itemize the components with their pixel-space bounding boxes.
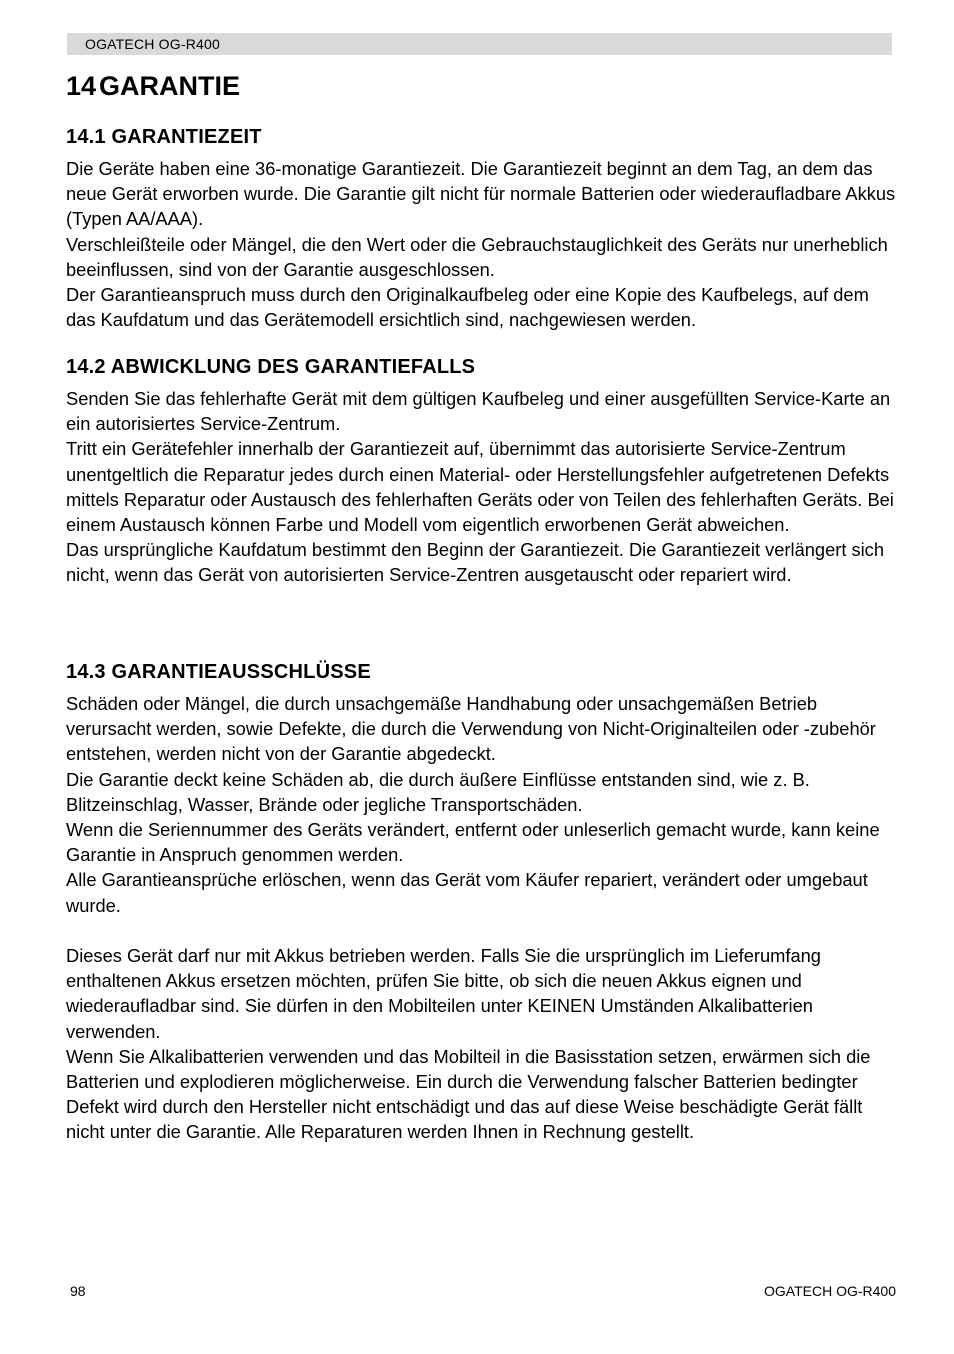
section-heading: 14.2 ABWICKLUNG DES GARANTIEFALLS: [66, 356, 476, 378]
section-heading: 14.3 GARANTIEAUSSCHLÜSSE: [66, 661, 371, 683]
paragraph: Der Garantieanspruch muss durch den Originalkaufbeleg oder eine Kopie des Kaufbelegs, auf dem das Kaufdatum und das Gerätemodell ersichtlich sind, nachgewiesen werden.: [66, 284, 869, 331]
paragraph: Tritt ein Gerätefehler innerhalb der Garantiezeit auf, übernimmt das autorisierte Service-Zentrum unentgeltlich die Reparatur jedes durch einen Material- oder Herstellungsfehler aufgetretenen Defekts mittels Reparatur oder Austausch des fehlerhaften Geräts oder von Teilen des fehlerhaften Geräts. Bei einem Austausch können Farbe und Modell vom eigentlich erworbenen Gerät abweichen.: [66, 438, 894, 536]
chapter-title: [66, 68, 240, 104]
paragraph: Alle Garantieansprüche erlöschen, wenn das Gerät vom Käufer repariert, verändert oder umgebaut wurde.: [66, 869, 868, 916]
footer-product-name: OGATECH OG-R400: [764, 1283, 896, 1299]
section-garantieausschluesse: [66, 659, 896, 1145]
page-number: 98: [70, 1283, 86, 1299]
paragraph: Das ursprüngliche Kaufdatum bestimmt den Beginn der Garantiezeit. Die Garantiezeit verlängert sich nicht, wenn das Gerät von autorisierten Service-Zentren ausgetauscht oder repariert wird.: [66, 539, 884, 586]
chapter-title-text: GARANTIE: [99, 71, 240, 101]
paragraph: Die Geräte haben eine 36-monatige Garantiezeit. Die Garantiezeit beginnt an dem Tag, an dem das neue Gerät erworben wurde. Die Garantie gilt nicht für normale Batterien oder wiederaufladbare Akkus (Typen AA/AAA).: [66, 158, 896, 230]
paragraph: Dieses Gerät darf nur mit Akkus betrieben werden. Falls Sie die ursprünglich im Lieferumfang enthaltenen Akkus ersetzen möchten, prüfen Sie bitte, ob sich die neuen Akkus eignen und wiederaufladbar sind. Sie dürfen in den Mobilteilen unter KEINEN Umständen Alkalibatterien verwenden.: [66, 945, 821, 1042]
header-product-name: OGATECH OG-R400: [85, 36, 220, 52]
paragraph: Senden Sie das fehlerhafte Gerät mit dem gültigen Kaufbeleg und einer ausgefüllten Service-Karte an ein autorisiertes Service-Zentrum.: [66, 388, 891, 435]
chapter-number: 14: [66, 71, 97, 101]
page-header-bar: [67, 33, 892, 55]
section-garantiezeit: [66, 124, 896, 332]
section-heading: 14.1 GARANTIEZEIT: [66, 126, 262, 148]
paragraph: Verschleißteile oder Mängel, die den Wert oder die Gebrauchstauglichkeit des Geräts nur unerheblich beeinflussen, sind von der Garantie ausgeschlossen.: [66, 233, 888, 280]
paragraph: Wenn Sie Alkalibatterien verwenden und das Mobilteil in die Basisstation setzen, erwärmen sich die Batterien und explodieren möglicherweise. Ein durch die Verwendung falscher Batterien bedingter Defekt wird durch den Hersteller nicht entschädigt und das auf diese Weise beschädigte Gerät fällt nicht unter die Garantie. Alle Reparaturen werden Ihnen in Rechnung gestellt.: [66, 1045, 871, 1143]
section-abwicklung: [66, 354, 896, 588]
paragraph: Die Garantie deckt keine Schäden ab, die durch äußere Einflüsse entstanden sind, wie z. B. Blitzeinschlag, Wasser, Brände oder jegliche Transportschäden.: [66, 768, 810, 815]
paragraph: Wenn die Seriennummer des Geräts verändert, entfernt oder unleserlich gemacht wurde, kann keine Garantie in Anspruch genommen werden.: [66, 819, 880, 866]
paragraph: Schäden oder Mängel, die durch unsachgemäße Handhabung oder unsachgemäßen Betrieb verursacht werden, sowie Defekte, die durch die Verwendung von Nicht-Originalteilen oder -zubehör entstehen, werden nicht von der Garantie abgedeckt.: [66, 693, 876, 765]
